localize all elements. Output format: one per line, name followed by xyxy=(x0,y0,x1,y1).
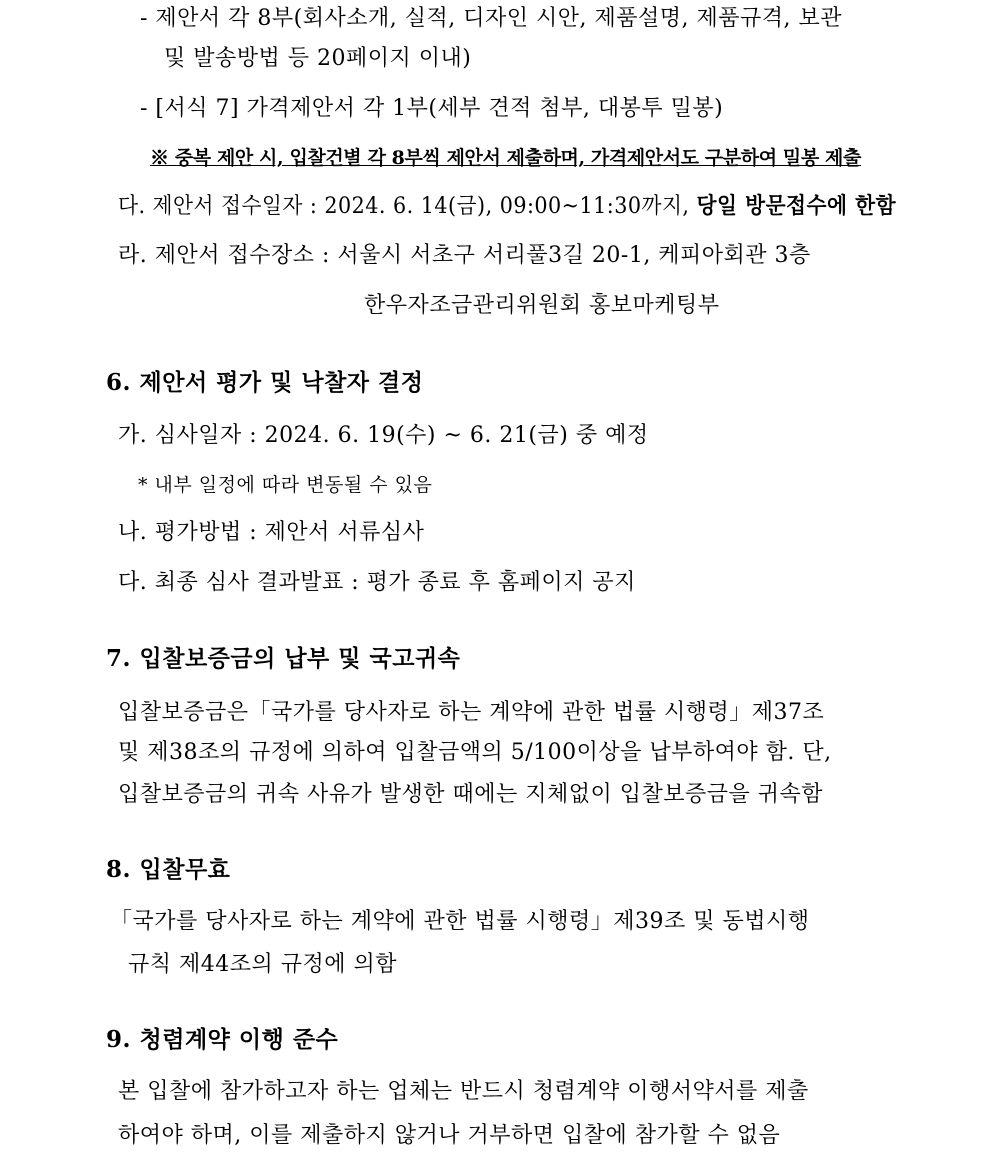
deposit-paragraph-line-1 xyxy=(118,698,896,728)
submission-item-price: - [서식 7] 가격제안서 각 1부(세부 견적 첨부, 대봉투 밀봉) xyxy=(140,96,724,121)
deposit-paragraph-text-1: 입찰보증금은「국가를 당사자로 하는 계약에 관한 법률 시행령」제37조 xyxy=(118,700,825,725)
submission-item-proposal-cont: 및 발송방법 등 20페이지 이내) xyxy=(164,46,472,71)
integrity-paragraph-line-2: 하여야 하며, 이를 제출하지 않거나 거부하면 입찰에 참가할 수 없음 xyxy=(118,1123,781,1148)
receipt-date-text: 다. 제안서 접수일자 : 2024. 6. 14(금), 09:00~11:30까지, xyxy=(118,194,690,219)
review-date-line: 가. 심사일자 : 2024. 6. 19(수) ~ 6. 21(금) 중 예정 xyxy=(118,423,649,448)
evaluation-method-line: 나. 평가방법 : 제안서 서류심사 xyxy=(118,520,425,545)
section-8-heading: 8. 입찰무효 xyxy=(106,856,231,883)
submission-item-proposal: - 제안서 각 8부(회사소개, 실적, 디자인 시안, 제품설명, 제품규격, 보관 xyxy=(140,6,842,31)
result-announcement-line: 다. 최종 심사 결과발표 : 평가 종료 후 홈페이지 공지 xyxy=(118,570,636,595)
duplicate-proposal-note: ※ 중복 제안 시, 입찰건별 각 8부씩 제안서 제출하며, 가격제안서도 구분하여 밀봉 제출 xyxy=(150,147,861,169)
receipt-place-dept: 한우자조금관리위원회 홍보마케팅부 xyxy=(364,293,720,318)
deposit-paragraph-line-2: 및 제38조의 규정에 의하여 입찰금액의 5/100이상을 납부하여야 함. 단, xyxy=(118,740,832,765)
invalid-bid-line-2: 규칙 제44조의 규정에 의함 xyxy=(128,952,397,977)
section-9-heading: 9. 청렴계약 이행 준수 xyxy=(106,1026,339,1053)
receipt-place-line: 라. 제안서 접수장소 : 서울시 서초구 서리풀3길 20-1, 케피아회관 3층 xyxy=(118,243,811,268)
deposit-paragraph-line-3: 입찰보증금의 귀속 사유가 발생한 때에는 지체없이 입찰보증금을 귀속함 xyxy=(118,782,824,807)
section-6-heading: 6. 제안서 평가 및 낙찰자 결정 xyxy=(106,369,424,396)
section-7-heading: 7. 입찰보증금의 납부 및 국고귀속 xyxy=(106,645,461,672)
receipt-date-line xyxy=(118,191,896,222)
integrity-paragraph-line-1: 본 입찰에 참가하고자 하는 업체는 반드시 청렴계약 이행서약서를 제출 xyxy=(118,1079,809,1104)
review-date-note: * 내부 일정에 따라 변동될 수 있음 xyxy=(138,474,433,496)
invalid-bid-line-1: 「국가를 당사자로 하는 계약에 관한 법률 시행령」제39조 및 동법시행 xyxy=(110,909,810,934)
receipt-date-emphasis: 당일 방문접수에 한함 xyxy=(696,193,897,219)
